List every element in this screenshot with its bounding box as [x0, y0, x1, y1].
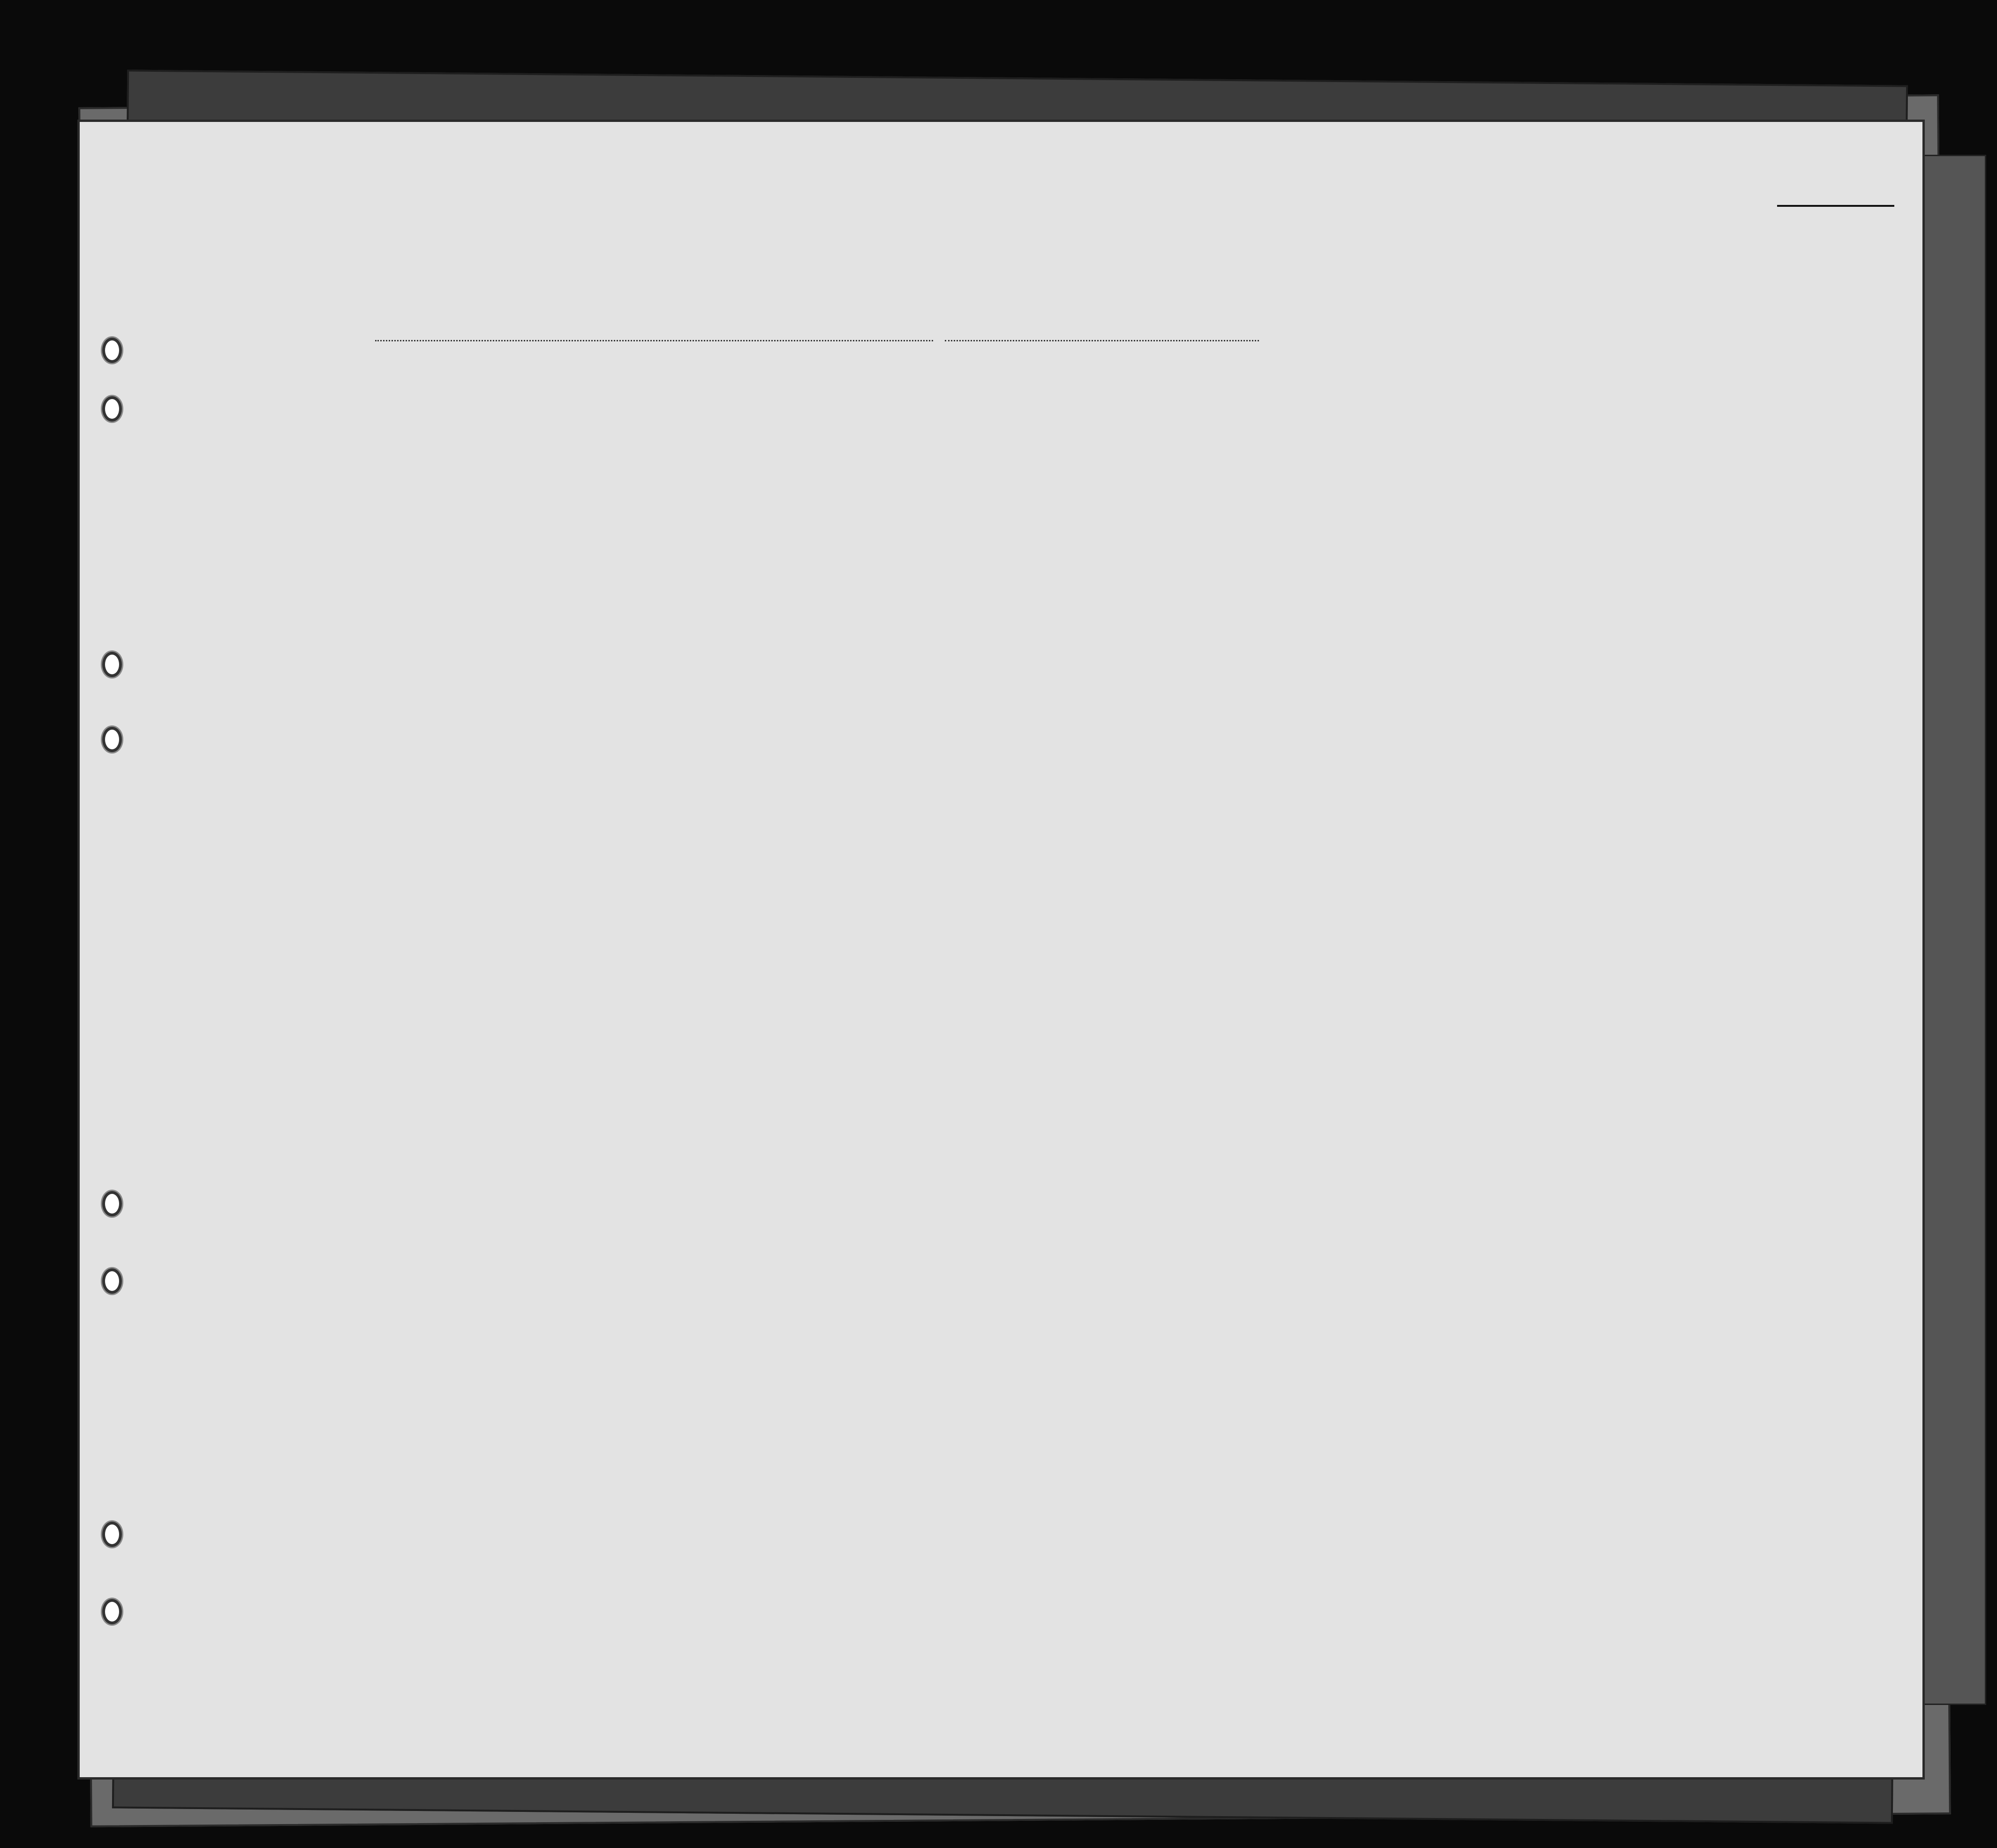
manifest-table	[80, 122, 1922, 1777]
manifest-sheet	[77, 120, 1925, 1780]
